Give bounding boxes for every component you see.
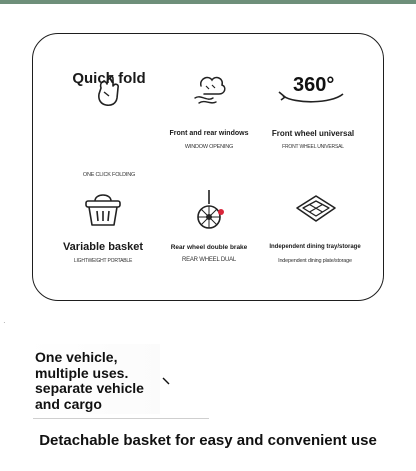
feature-subtitle: FRONT WHEEL UNIVERSAL	[282, 144, 344, 150]
feature-subtitle: ONE CLICK FOLDING	[82, 172, 136, 178]
feature-windows	[161, 70, 257, 160]
rotate-360-label: 360°	[293, 74, 335, 96]
feature-quick-fold	[59, 64, 159, 178]
divider-line	[33, 418, 209, 419]
feature-front-wheel	[263, 70, 363, 160]
feature-basket	[53, 189, 153, 269]
headline: Detachable basket for easy and convenient use	[39, 432, 377, 449]
feature-subtitle: LIGHTWEIGHT PORTABLE	[73, 258, 133, 264]
wind-window-icon	[191, 72, 229, 106]
feature-title: Independent dining tray/storage	[269, 244, 361, 250]
feature-title: Variable basket	[62, 241, 144, 253]
feature-subtitle: Independent dining plate/storage	[278, 258, 352, 264]
top-accent-bar	[0, 0, 416, 4]
slogan-line: separate vehicle	[35, 380, 144, 396]
wheel-brake-icon	[191, 188, 227, 230]
basket-icon	[83, 191, 123, 229]
feature-subtitle: WINDOW OPENING	[184, 144, 234, 150]
slogan-line: and cargo	[35, 395, 102, 412]
feature-dining-tray	[257, 194, 373, 274]
slogan-text	[35, 350, 175, 412]
slogan-line: multiple uses.	[35, 364, 129, 381]
feature-title: Front wheel universal	[271, 129, 355, 138]
tick-mark-icon	[162, 372, 170, 380]
feature-subtitle: REAR WHEEL DUAL	[181, 257, 237, 263]
rotate-360-icon	[277, 74, 349, 106]
feature-title: Front and rear windows	[169, 130, 249, 137]
feature-brake	[161, 184, 257, 274]
edge-mark: ·	[3, 318, 6, 327]
feature-card	[32, 33, 384, 301]
dining-tray-icon	[295, 194, 337, 224]
slogan-line: One vehicle,	[35, 349, 118, 365]
feature-title: Rear wheel double brake	[170, 244, 248, 251]
feature-title: Quick fold	[72, 70, 146, 87]
